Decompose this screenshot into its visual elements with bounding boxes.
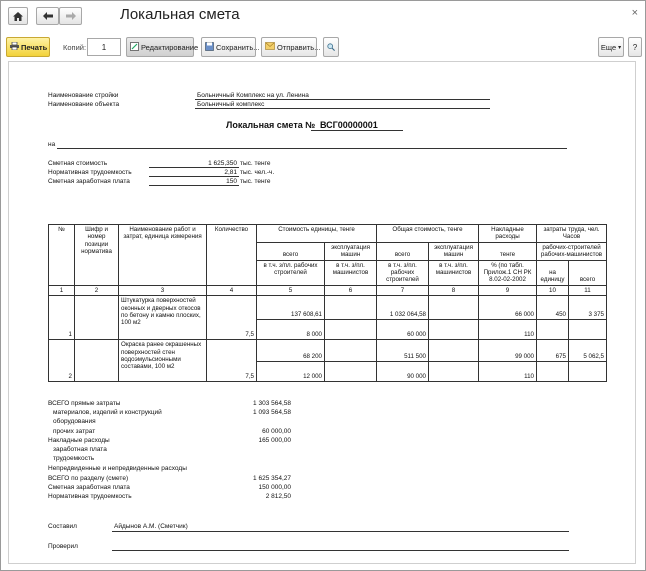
row-overhead: 66 000 (479, 296, 537, 320)
th-unit-machine: эксплуатация машин (325, 242, 377, 260)
building-value: Больничный Комплекс на ул. Ленина (197, 92, 309, 99)
close-icon[interactable]: × (631, 7, 638, 19)
row-qty: 7,5 (207, 340, 257, 382)
row-labor-machinists-total (569, 362, 607, 382)
copies-label: Копий: (63, 43, 87, 52)
col-number: 2 (75, 285, 119, 295)
window-title: Локальная смета (120, 6, 240, 23)
composed-value: Айдынов А.М. (Сметчик) (114, 523, 188, 530)
col-number: 4 (207, 285, 257, 295)
arrow-right-icon (66, 12, 76, 20)
row-total-wage: 60 000 (377, 320, 429, 340)
building-label: Наименование стройки (48, 92, 119, 99)
summary-label: Накладные расходы (48, 437, 110, 444)
wage-underline (149, 185, 239, 186)
row-labor-total: 3 375 (569, 296, 607, 320)
row-num: 1 (49, 296, 75, 340)
th-total-incl-machinists: в т.ч. з/пл. машинистов (429, 260, 479, 285)
row-total-machine (429, 340, 479, 362)
arrow-left-icon (43, 12, 53, 20)
wage-value: 150 (226, 178, 237, 185)
row-unit-machinists (325, 320, 377, 340)
summary-label: Сметная заработная плата (48, 484, 130, 491)
checked-underline (112, 550, 569, 551)
col-number: 6 (325, 285, 377, 295)
doc-number-underline (311, 130, 403, 131)
doc-title: Локальная смета № (226, 120, 316, 130)
row-unit-total: 137 608,61 (257, 296, 325, 320)
object-value: Больничный комплекс (197, 101, 265, 108)
table-row (49, 296, 607, 320)
th-unit-incl-machinists: в т.ч. з/пл. машинистов (325, 260, 377, 285)
more-label: Еще (600, 42, 617, 52)
estimate-document (9, 62, 635, 563)
th-total-incl-workers: в т.ч. з/пл. рабочих строителей (377, 260, 429, 285)
th-labor-workers (537, 242, 607, 260)
col-number: 3 (119, 285, 207, 295)
col-number: 9 (479, 285, 537, 295)
th-num: № (49, 225, 75, 286)
th-overhead: Накладные расходы (479, 225, 537, 243)
forward-button[interactable] (59, 7, 82, 25)
envelope-icon (265, 42, 275, 52)
summary-value: 2 812,50 (265, 493, 291, 500)
save-button[interactable] (201, 37, 260, 57)
help-button[interactable]: ? (628, 37, 642, 57)
labor-unit: тыс. чел.-ч. (240, 169, 275, 176)
row-name: Штукатурка поверхностей оконных и дверных откосов по бетону и камню плоских, 100 м2 (119, 296, 207, 340)
summary-label: оборудования (53, 418, 96, 425)
row-labor-machinists-unit (537, 362, 569, 382)
cost-unit: тыс. тенге (240, 160, 271, 167)
building-underline (195, 99, 490, 100)
labor-label: Нормативная трудоемкость (48, 169, 132, 176)
row-labor-machinists-unit (537, 320, 569, 340)
labor-underline (149, 176, 239, 177)
th-qty: Количество (207, 225, 257, 286)
composed-underline (112, 531, 569, 532)
th-unit-incl-workers: в т.ч. з/пл. рабочих строителей (257, 260, 325, 285)
save-label: Сохранить... (216, 42, 260, 52)
row-overhead-pct: 110 (479, 362, 537, 382)
edit-button[interactable] (126, 37, 199, 57)
th-total-cost: Общая стоимость, тенге (377, 225, 479, 243)
object-underline (195, 108, 490, 109)
summary-label: Нормативная трудоемкость (48, 493, 132, 500)
magnifier-icon (327, 42, 335, 52)
row-qty: 7,5 (207, 296, 257, 340)
row-code (75, 296, 119, 340)
na-underline (57, 148, 567, 149)
row-overhead: 99 000 (479, 340, 537, 362)
send-button[interactable] (261, 37, 321, 57)
toolbar (1, 37, 645, 59)
wage-label: Сметная заработная плата (48, 178, 130, 185)
table-row (49, 340, 607, 362)
summary-label: заработная плата (53, 446, 107, 453)
row-unit-wage: 8 000 (257, 320, 325, 340)
doc-number: ВСГ00000001 (320, 120, 378, 130)
summary-label: материалов, изделий и конструкций (53, 409, 162, 416)
row-labor-machinists-total (569, 320, 607, 340)
th-overhead-tenge: тенге (479, 242, 537, 260)
row-labor-total: 5 062,5 (569, 340, 607, 362)
row-num: 2 (49, 340, 75, 382)
th-workers-text: рабочих-строителей (542, 243, 601, 251)
find-button[interactable] (323, 37, 339, 57)
th-unit-total: всего (257, 242, 325, 260)
row-total-wage: 90 000 (377, 362, 429, 382)
col-number: 7 (377, 285, 429, 295)
home-button[interactable] (8, 7, 28, 25)
edit-icon (130, 42, 139, 53)
estimate-table (48, 224, 607, 382)
copies-input[interactable]: 1 (87, 38, 121, 56)
object-label: Наименование объекта (48, 101, 120, 108)
cost-underline (149, 167, 239, 168)
row-overhead-pct: 110 (479, 320, 537, 340)
th-machinists-text: рабочих-машинистов (540, 251, 603, 259)
row-total-machine (429, 296, 479, 320)
send-label: Отправить... (277, 42, 321, 52)
summary-value: 1 625 354,27 (253, 475, 291, 482)
row-name: Окраска ранее окрашенных поверхностей стен водоэмульсионными составами, 100 м2 (119, 340, 207, 382)
home-icon (13, 12, 23, 21)
print-label: Печать (21, 42, 48, 52)
th-total-machine: эксплуатация машин (429, 242, 479, 260)
row-total: 511 500 (377, 340, 429, 362)
th-name: Наименование работ и затрат, единица измерения (119, 225, 207, 286)
row-total-machinists (429, 362, 479, 382)
table-header-row (49, 225, 607, 243)
row-labor-unit: 675 (537, 340, 569, 362)
summary-value: 1 303 564,58 (253, 400, 291, 407)
col-number: 1 (49, 285, 75, 295)
labor-value: 2,81 (224, 169, 237, 176)
row-total: 1 032 064,58 (377, 296, 429, 320)
na-label: на (48, 141, 56, 148)
wage-unit: тыс. тенге (240, 178, 271, 185)
col-number: 10 (537, 285, 569, 295)
row-unit-wage: 12 000 (257, 362, 325, 382)
summary-value: 165 000,00 (258, 437, 291, 444)
cost-value: 1 625,350 (208, 160, 237, 167)
chevron-down-icon: ▾ (618, 44, 622, 51)
col-number: 11 (569, 285, 607, 295)
printer-icon (10, 42, 19, 52)
summary-label: ВСЕГО прямые затраты (48, 400, 121, 407)
th-total-all: всего (377, 242, 429, 260)
th-labor-all: всего (569, 260, 607, 285)
row-unit-machinists (325, 362, 377, 382)
th-labor-per-unit: на единицу (537, 260, 569, 285)
row-labor-unit: 450 (537, 296, 569, 320)
th-code: Шифр и номер позиции норматива (75, 225, 119, 286)
th-overhead-percent: % (по табл. Прилож.1 СН РК 8.02-02-2002 (479, 260, 537, 285)
th-labor: затраты труда, чел. Часов (537, 225, 607, 243)
title-bar (1, 1, 645, 31)
document-frame[interactable] (8, 61, 636, 564)
summary-label: прочих затрат (53, 428, 96, 435)
col-number: 8 (429, 285, 479, 295)
column-number-row (49, 285, 607, 295)
row-code (75, 340, 119, 382)
summary-label: Непредвиденные и непредвиденные расходы (48, 465, 187, 472)
save-icon (205, 42, 214, 53)
summary-value: 60 000,00 (262, 428, 291, 435)
edit-label: Редактирование (141, 42, 199, 52)
composed-label: Составил (48, 523, 77, 530)
row-unit-machine (325, 340, 377, 362)
th-unit-cost: Стоимость единицы, тенге (257, 225, 377, 243)
col-number: 5 (257, 285, 325, 295)
row-unit-total: 68 200 (257, 340, 325, 362)
summary-value: 1 093 564,58 (253, 409, 291, 416)
more-button[interactable] (598, 37, 624, 57)
cost-label: Сметная стоимость (48, 160, 108, 167)
summary-label: ВСЕГО по разделу (смете) (48, 475, 129, 482)
back-button[interactable] (36, 7, 59, 25)
summary-label: трудоемкость (53, 455, 95, 462)
summary-value: 150 000,00 (258, 484, 291, 491)
row-unit-machine (325, 296, 377, 320)
row-total-machinists (429, 320, 479, 340)
checked-label: Проверил (48, 543, 78, 550)
print-button[interactable] (6, 37, 50, 57)
